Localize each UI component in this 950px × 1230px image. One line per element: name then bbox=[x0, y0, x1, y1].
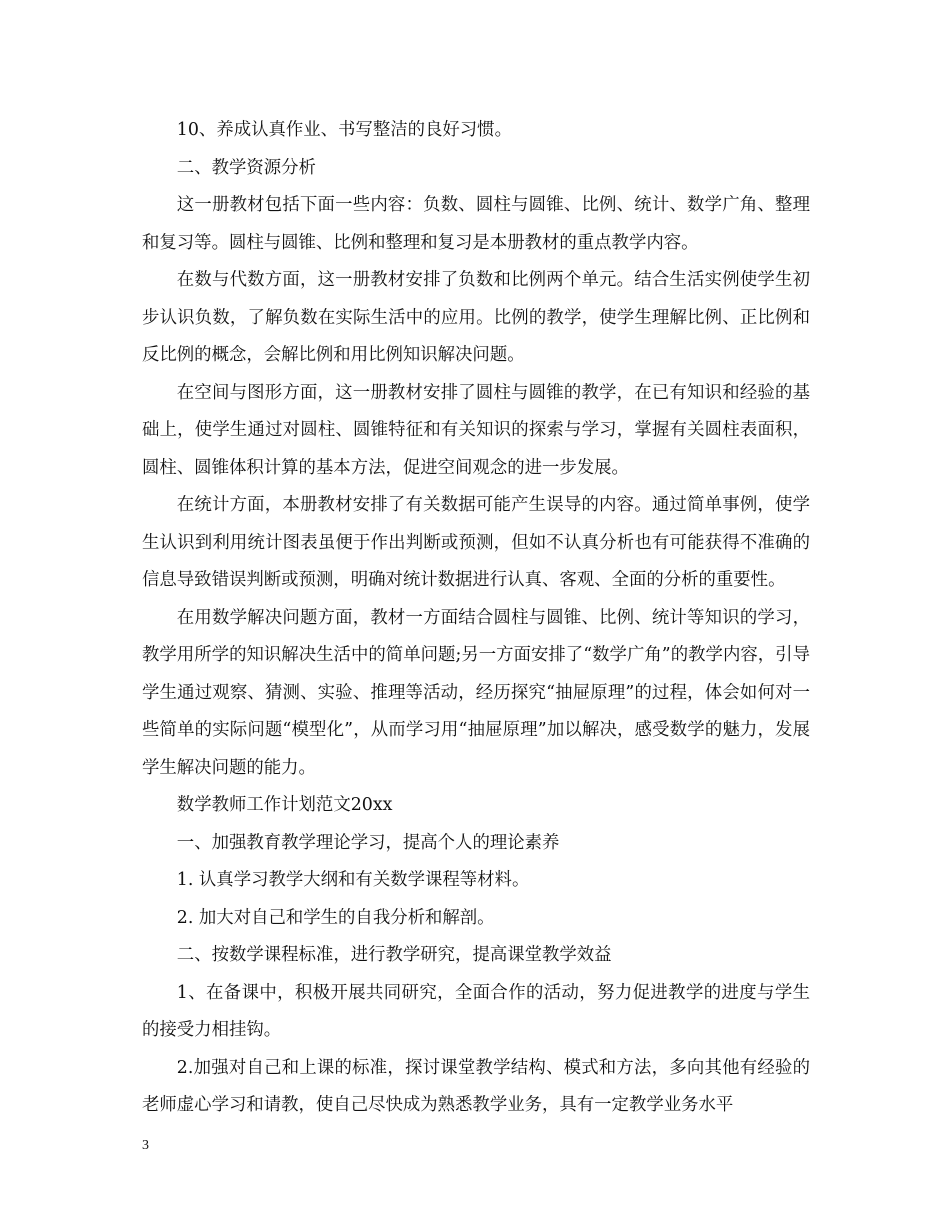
paragraph-textbook-contents: 这一册教材包括下面一些内容：负数、圆柱与圆锥、比例、统计、数学广角、整理和复习等。圆柱与圆锥、比例和整理和复习是本册教材的重点教学内容。 bbox=[142, 195, 810, 253]
list-item-lesson-prep: 1、在备课中，积极开展共同研究，全面合作的活动，努力促进教学的进度与学生的接受力相挂钩。 bbox=[142, 982, 810, 1040]
paragraph-statistics: 在统计方面，本册教材安排了有关数据可能产生误导的内容。通过简单事例，使学生认识到利用统计图表虽便于作出判断或预测，但如不认真分析也有可能获得不准确的信息导致错误判断或预测，明确对统计数据进行认真、客观、全面的分析的重要性。 bbox=[142, 495, 810, 590]
page-number: 3 bbox=[142, 1138, 149, 1153]
heading-theory-study: 一、加强教育教学理论学习，提高个人的理论素养 bbox=[176, 832, 560, 853]
list-item-study-syllabus: 1. 认真学习教学大纲和有关数学课程等材料。 bbox=[176, 870, 530, 890]
heading-resource-analysis: 二、教学资源分析 bbox=[176, 157, 316, 178]
list-item-teaching-standards: 2.加强对自己和上课的标准，探讨课堂教学结构、模式和方法，多向其他有经验的老师虚心学习和请教，使自己尽快成为熟悉教学业务，具有一定教学业务水平 bbox=[142, 1057, 810, 1115]
paragraph-problem-solving: 在用数学解决问题方面，教材一方面结合圆柱与圆锥、比例、统计等知识的学习，教学用所学的知识解决生活中的简单问题;另一方面安排了“数学广角”的教学内容，引导学生通过观察、猜测、实验、推理等活动，经历探究“抽屉原理”的过程，体会如何对一些简单的实际问题“模型化”，从而学习用“抽屉原理”加以解决，感受数学的魅力，发展学生解决问题的能力。 bbox=[142, 607, 810, 778]
paragraph-space-geometry: 在空间与图形方面，这一册教材安排了圆柱与圆锥的教学，在已有知识和经验的基础上，使学生通过对圆柱、圆锥特征和有关知识的探索与学习，掌握有关圆柱表面积，圆柱、圆锥体积计算的基本方法，促进空间观念的进一步发展。 bbox=[142, 382, 810, 478]
heading-work-plan-title: 数学教师工作计划范文20xx bbox=[176, 795, 393, 815]
document-body bbox=[142, 112, 810, 1125]
list-item-self-analysis: 2. 加大对自己和学生的自我分析和解剖。 bbox=[176, 907, 495, 928]
paragraph-habit: 10、养成认真作业、书写整洁的良好习惯。 bbox=[176, 120, 512, 140]
heading-curriculum-research: 二、按数学课程标准，进行教学研究，提高课堂教学效益 bbox=[176, 945, 612, 965]
paragraph-number-algebra: 在数与代数方面，这一册教材安排了负数和比例两个单元。结合生活实例使学生初步认识负数，了解负数在实际生活中的应用。比例的教学，使学生理解比例、正比例和反比例的概念，会解比例和用比例知识解决问题。 bbox=[142, 270, 810, 365]
